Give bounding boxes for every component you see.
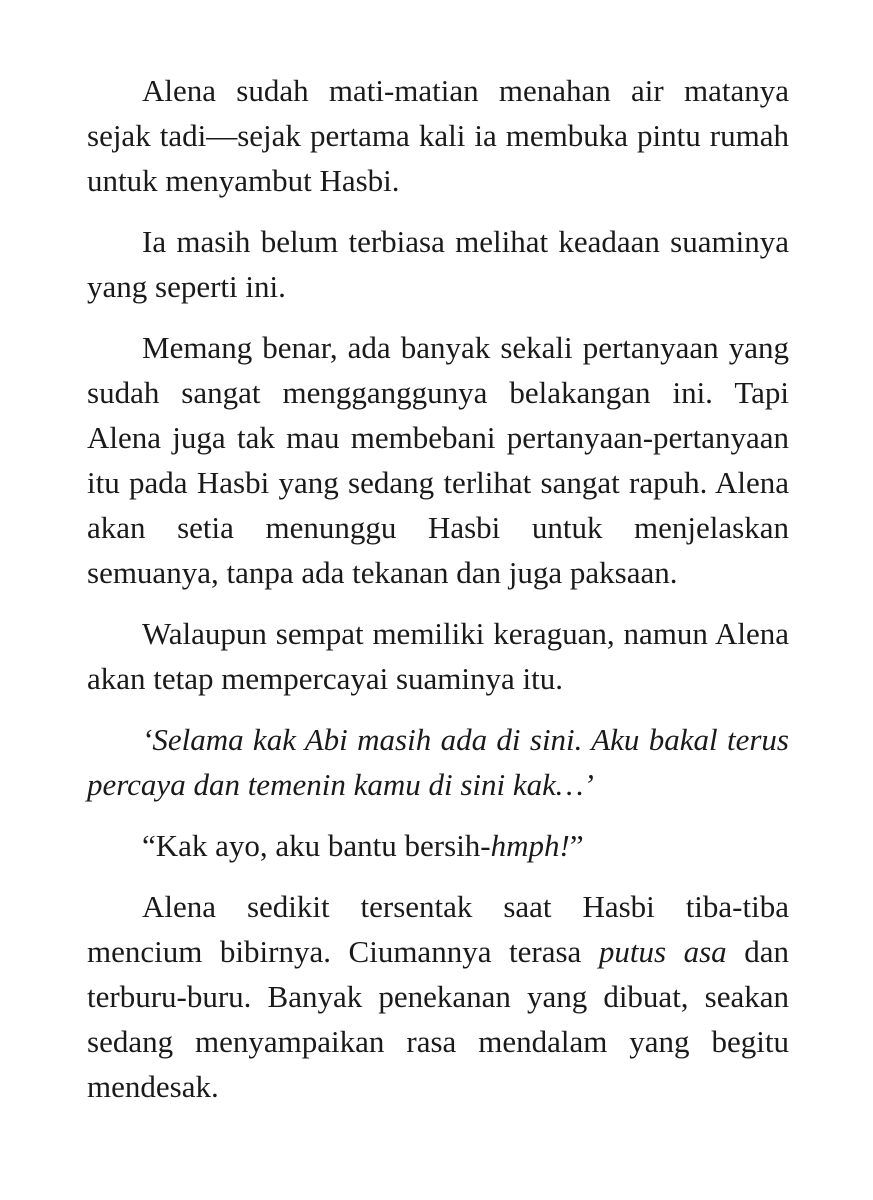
- paragraph-7-text-emphasis: putus asa: [598, 934, 727, 969]
- paragraph-3: [87, 325, 789, 595]
- paragraph-7: [87, 884, 789, 1109]
- paragraph-4: [87, 611, 789, 701]
- book-page: [87, 68, 789, 1125]
- paragraph-2-text: Ia masih belum terbiasa melihat keadaan suaminya yang seperti ini.: [87, 224, 789, 304]
- paragraph-7-text-end: dan terburu-buru. Banyak penekanan yang dibuat, seakan sedang menyampaikan rasa mendalam yang begitu mendesak.: [87, 934, 789, 1104]
- paragraph-2: [87, 219, 789, 309]
- inner-thought-text: ‘Selama kak Abi masih ada di sini. Aku bakal terus percaya dan temenin kamu di sini kak…’: [87, 722, 789, 802]
- paragraph-1-text: Alena sudah mati-matian menahan air matanya sejak tadi—sejak pertama kali ia membuka pintu rumah untuk menyambut Hasbi.: [87, 73, 789, 198]
- paragraph-4-text: Walaupun sempat memiliki keraguan, namun Alena akan tetap mempercayai suaminya itu.: [87, 616, 789, 696]
- paragraph-1: [87, 68, 789, 203]
- paragraph-3-text: Memang benar, ada banyak sekali pertanyaan yang sudah sangat mengganggunya belakangan ini. Tapi Alena juga tak mau membebani pertanyaan-pertanyaan itu pada Hasbi yang sedang terlihat sangat rapuh. Alena akan setia menunggu Hasbi untuk menjelaskan semuanya, tanpa ada tekanan dan juga paksaan.: [87, 330, 789, 590]
- inner-thought-paragraph: [87, 717, 789, 807]
- dialogue-text-start: “Kak ayo, aku bantu bersih-: [142, 828, 491, 863]
- dialogue-text-end: ”: [569, 828, 584, 863]
- dialogue-paragraph: [87, 823, 789, 868]
- dialogue-text-emphasis: hmph!: [490, 828, 570, 863]
- paragraph-7-text-start: Alena sedikit tersentak saat Hasbi tiba-tiba mencium bibirnya. Ciumannya terasa: [87, 889, 789, 969]
